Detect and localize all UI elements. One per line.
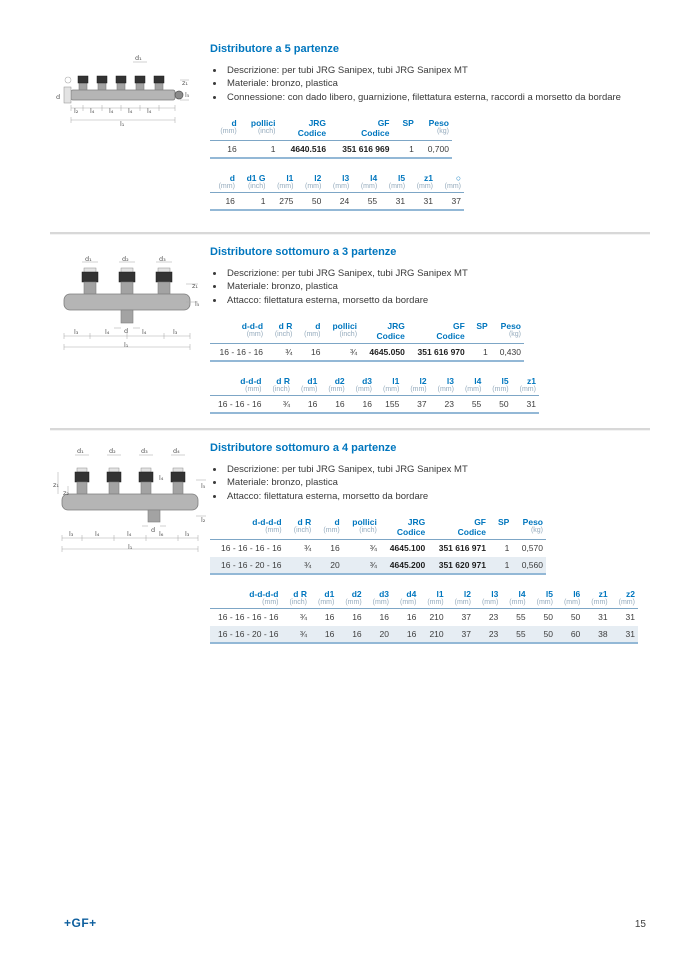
table-cell: 31	[408, 193, 436, 211]
table-cell: 16	[210, 141, 240, 159]
column-unit: (mm)	[365, 599, 392, 609]
table-cell: 16 - 16 - 20 - 16	[210, 626, 281, 644]
table-cell: 0,430	[491, 344, 524, 362]
table-cell: 155	[375, 396, 402, 414]
table-cell: 37	[461, 612, 471, 623]
table-row	[210, 540, 546, 557]
table-cell: 4645.100	[389, 543, 426, 554]
column-header: z1	[598, 589, 608, 600]
column-header: l4	[518, 589, 526, 600]
bullet-item: • Connessione: con dado libero, guarnizione, filettatura esterna, raccordi a morsetto da bordare	[225, 91, 655, 104]
column-header: d2	[351, 589, 362, 600]
column-header: SP	[497, 517, 510, 528]
column-unit: Codice	[380, 527, 428, 540]
column-header: d-d-d-d	[252, 517, 282, 528]
column-unit: (kg)	[417, 128, 452, 141]
column-header: d R	[293, 589, 307, 600]
manifold-5-drawing	[55, 50, 195, 130]
column-unit: (mm)	[296, 183, 324, 193]
column-header: JRG	[308, 118, 327, 129]
table-cell: 37	[447, 626, 474, 644]
column-unit: (mm)	[210, 527, 285, 540]
column-header: d-d-d-d	[249, 589, 279, 600]
column-header: Peso	[500, 321, 521, 332]
table-row	[210, 609, 638, 626]
column-header: z2	[625, 589, 635, 600]
column-header: l4	[474, 376, 482, 387]
bullet-item: • Attacco: filettatura esterna, morsetto da bordare	[225, 490, 655, 503]
column-header: Peso	[522, 517, 543, 528]
dimension-label: l₁	[128, 543, 133, 551]
table-row	[210, 396, 539, 414]
bullet-item: • Materiale: bronzo, plastica	[225, 280, 655, 293]
section-divider	[50, 428, 650, 431]
table-cell: 37	[436, 193, 464, 211]
table-cell: 37	[402, 396, 429, 414]
column-unit: (inch)	[323, 331, 360, 344]
column-unit: (inch)	[240, 128, 279, 141]
column-unit: (mm)	[295, 331, 323, 344]
table-cell: 55	[457, 396, 484, 414]
section-5-partenze	[210, 43, 655, 211]
manifold-4-drawing	[50, 442, 210, 554]
bullet-item: • Descrizione: per tubi JRG Sanipex, tubi JRG Sanipex MT	[225, 267, 655, 280]
table-cell: 351 616 971	[438, 543, 486, 554]
dimension-label: l₄	[127, 530, 132, 538]
table-cell: ¾	[304, 543, 312, 554]
dimension-label: z₁	[192, 282, 199, 290]
table-cell: 351 620 971	[428, 557, 489, 575]
dimension-label: d₄	[173, 447, 180, 455]
dimension-label: l₄	[142, 328, 147, 336]
column-unit: (mm)	[402, 386, 429, 396]
table-cell: ¾	[266, 344, 295, 362]
order-table	[210, 117, 452, 159]
column-unit: (mm)	[430, 386, 457, 396]
column-unit: (mm)	[457, 386, 484, 396]
column-unit: (mm)	[210, 183, 238, 193]
column-unit: (mm)	[210, 128, 240, 141]
column-unit: (mm)	[611, 599, 638, 609]
column-unit: (mm)	[392, 599, 419, 609]
table-cell: ¾	[343, 557, 380, 575]
dimension-label: l₃	[74, 328, 79, 336]
column-unit: (inch)	[264, 386, 293, 396]
section-title: Distributore sottomuro a 4 partenze	[210, 442, 397, 454]
dimension-table	[210, 588, 638, 644]
table-row	[210, 344, 524, 362]
column-header: l1	[392, 376, 400, 387]
table-cell: 31	[380, 193, 408, 211]
column-unit: (mm)	[447, 599, 474, 609]
column-header: l2	[314, 173, 322, 184]
column-unit: (mm)	[380, 183, 408, 193]
dimension-label: d	[151, 526, 156, 534]
dimension-label: l₂	[201, 516, 206, 524]
column-unit: (mm)	[314, 527, 342, 540]
column-header: l3	[446, 376, 454, 387]
column-unit: Codice	[428, 527, 489, 540]
column-unit: (mm)	[501, 599, 528, 609]
column-unit: (mm)	[324, 183, 352, 193]
column-unit: (mm)	[310, 599, 337, 609]
column-header: ○	[455, 173, 461, 184]
column-header: l3	[342, 173, 350, 184]
column-header: d R	[297, 517, 312, 528]
column-header: l6	[573, 589, 581, 600]
column-unit: (mm)	[268, 183, 296, 193]
table-cell: 31	[611, 626, 638, 644]
dimension-label: l₁	[124, 341, 129, 349]
table-cell: 16	[352, 612, 362, 623]
column-header: d1	[324, 589, 335, 600]
technical-drawing-5-outlet-manifold	[55, 50, 195, 135]
table-cell: 16	[320, 396, 347, 414]
bullet-item: • Attacco: filettatura esterna, morsetto da bordare	[225, 294, 655, 307]
table-cell: 16 - 16 - 20 - 16	[210, 557, 285, 575]
dimension-label: l₆	[159, 530, 164, 538]
column-header: JRG	[407, 517, 426, 528]
order-table	[210, 516, 546, 575]
bullet-item: • Materiale: bronzo, plastica	[225, 77, 655, 90]
table-cell: 16 - 16 - 16 - 16	[218, 612, 279, 623]
table-row	[210, 141, 452, 159]
column-unit: (mm)	[474, 599, 501, 609]
table-cell: 20	[365, 626, 392, 644]
table-row	[210, 626, 638, 644]
column-header: l3	[491, 589, 499, 600]
column-header: d R	[276, 376, 290, 387]
table-cell: 16 - 16 - 16	[210, 396, 264, 414]
column-header: l5	[501, 376, 509, 387]
table-cell: 16	[392, 626, 419, 644]
column-header: d	[315, 321, 321, 332]
table-cell: 1	[504, 543, 510, 554]
column-header: z1	[526, 376, 536, 387]
column-header: l1	[436, 589, 444, 600]
table-cell: 55	[501, 626, 528, 644]
table-cell: 50	[570, 612, 581, 623]
column-unit: Codice	[329, 128, 392, 141]
section-title: Distributore a 5 partenze	[210, 43, 339, 55]
dimension-label: l₄	[105, 328, 110, 336]
table-row	[210, 193, 464, 211]
dimension-label: l₁	[120, 120, 125, 128]
table-cell: 16	[348, 396, 375, 414]
table-cell: 4645.050	[360, 344, 408, 362]
bullet-item: • Descrizione: per tubi JRG Sanipex, tubi JRG Sanipex MT	[225, 463, 655, 476]
table-cell: 16	[324, 612, 335, 623]
table-cell: 1	[393, 141, 417, 159]
column-unit: (mm)	[293, 386, 320, 396]
column-header: d-d-d	[240, 376, 262, 387]
column-header: pollici	[250, 118, 276, 129]
dimension-label: l₃	[173, 328, 178, 336]
order-table	[210, 320, 524, 362]
table-cell: 0,560	[512, 557, 546, 575]
column-unit	[468, 331, 491, 344]
column-header: d	[334, 517, 340, 528]
dimension-label: d₁	[135, 54, 142, 62]
table-cell: 16	[293, 396, 320, 414]
column-unit: (mm)	[210, 386, 264, 396]
column-unit: (mm)	[556, 599, 583, 609]
dimension-label: l₄	[147, 107, 152, 115]
column-unit: (mm)	[512, 386, 539, 396]
table-cell: 1	[468, 344, 491, 362]
column-unit: (kg)	[512, 527, 546, 540]
section-sottomuro-4-partenze	[210, 442, 655, 644]
table-cell: 275	[268, 193, 296, 211]
table-cell: 16	[310, 626, 337, 644]
column-unit: (mm)	[210, 599, 281, 609]
dimension-label: l₃	[69, 530, 74, 538]
dimension-label: d₁	[85, 255, 92, 263]
feature-list	[214, 267, 655, 307]
column-header: l4	[370, 173, 378, 184]
dimension-label: l₃	[185, 530, 190, 538]
table-cell: 55	[352, 193, 380, 211]
column-unit: (inch)	[281, 599, 310, 609]
table-cell: 1	[240, 141, 279, 159]
table-cell: ¾	[323, 344, 360, 362]
table-cell: 50	[484, 396, 511, 414]
dimension-table	[210, 375, 539, 414]
column-unit: (mm)	[529, 599, 556, 609]
dimension-label: l₂	[74, 107, 79, 115]
column-unit: (mm)	[352, 183, 380, 193]
dimension-label: l₄	[128, 107, 133, 115]
page-number: 15	[634, 919, 646, 930]
section-sottomuro-3-partenze	[210, 246, 655, 414]
column-header: d1 G	[246, 173, 266, 184]
column-header: d3	[379, 589, 389, 600]
table-cell: 16	[295, 344, 323, 362]
column-unit: (mm)	[484, 386, 511, 396]
table-cell: 23	[474, 626, 501, 644]
column-header: l2	[463, 589, 471, 600]
table-cell: 31	[512, 396, 539, 414]
column-unit: (mm)	[337, 599, 364, 609]
column-unit: Codice	[278, 128, 329, 141]
table-cell: 23	[488, 612, 499, 623]
column-header: pollici	[332, 321, 358, 332]
dimension-label: l₅	[185, 91, 190, 99]
column-unit: (mm)	[320, 386, 347, 396]
table-cell: 50	[529, 626, 556, 644]
table-cell: 31	[625, 612, 635, 623]
column-unit: (inch)	[343, 527, 380, 540]
column-header: d3	[362, 376, 372, 387]
table-cell: 55	[516, 612, 526, 623]
dimension-table	[210, 172, 464, 211]
column-unit: (mm)	[583, 599, 610, 609]
dimension-label: l₄	[90, 107, 95, 115]
table-cell: 210	[429, 612, 444, 623]
column-header: l1	[286, 173, 294, 184]
dimension-label: l₄	[95, 530, 100, 538]
dimension-label: z₂	[63, 489, 70, 497]
table-cell: 210	[419, 626, 446, 644]
table-cell: ¾	[264, 396, 293, 414]
column-unit: (inch)	[266, 331, 295, 344]
manifold-3-drawing	[52, 248, 202, 350]
column-unit: (mm)	[210, 331, 266, 344]
table-cell: 50	[543, 612, 553, 623]
dimension-label: d	[124, 327, 129, 335]
column-unit: (inch)	[285, 527, 315, 540]
column-unit: (inch)	[238, 183, 269, 193]
table-cell: 0,570	[521, 543, 543, 554]
dimension-label: l₅	[195, 300, 200, 308]
column-header: GF	[452, 321, 465, 332]
gf-logo: +GF+	[64, 916, 97, 930]
dimension-label: l₅	[201, 482, 206, 490]
table-cell: 20	[314, 557, 342, 575]
column-unit: (mm)	[375, 386, 402, 396]
dimension-label: d₂	[122, 255, 129, 263]
column-header: d-d-d	[241, 321, 264, 332]
column-header: l5	[398, 173, 406, 184]
section-divider	[50, 232, 650, 235]
section-title: Distributore sottomuro a 3 partenze	[210, 246, 397, 258]
column-header: pollici	[352, 517, 377, 528]
feature-list	[214, 64, 655, 104]
column-unit	[393, 128, 417, 141]
column-header: d1	[307, 376, 318, 387]
dimension-label: l₄	[109, 107, 114, 115]
table-cell: 16	[379, 612, 389, 623]
column-header: l2	[419, 376, 427, 387]
dimension-label: d₃	[159, 255, 166, 263]
column-header: d	[231, 118, 237, 129]
column-header: SP	[476, 321, 488, 332]
table-cell: 16 - 16 - 16 - 16	[221, 543, 282, 554]
column-unit: (kg)	[491, 331, 524, 344]
column-unit: (mm)	[419, 599, 446, 609]
column-header: d R	[278, 321, 293, 332]
table-cell: 24	[324, 193, 352, 211]
table-cell: 16	[406, 612, 417, 623]
table-cell: ¾	[369, 543, 377, 554]
bullet-item: • Descrizione: per tubi JRG Sanipex, tubi JRG Sanipex MT	[225, 64, 655, 77]
technical-drawing-3-outlet-manifold	[52, 248, 202, 355]
table-cell: 16	[210, 193, 238, 211]
dimension-label: d₂	[109, 447, 116, 455]
dimension-label: z₁	[182, 79, 189, 87]
table-cell: 351 616 969	[329, 141, 392, 159]
feature-list	[214, 463, 655, 503]
table-cell: 16 - 16 - 16	[210, 344, 266, 362]
table-cell: ¾	[299, 612, 307, 623]
table-cell: 23	[430, 396, 457, 414]
table-cell: 60	[556, 626, 583, 644]
table-row	[210, 557, 546, 575]
technical-drawing-4-outlet-manifold	[50, 442, 210, 559]
table-cell: 31	[598, 612, 608, 623]
column-header: SP	[402, 118, 414, 129]
table-cell: 351 616 970	[408, 344, 468, 362]
column-unit: (mm)	[348, 386, 375, 396]
table-cell: 4645.200	[380, 557, 428, 575]
dimension-label: z₁	[53, 481, 60, 489]
column-header: GF	[377, 118, 390, 129]
column-unit: Codice	[360, 331, 408, 344]
column-header: l5	[545, 589, 553, 600]
dimension-label: d₁	[77, 447, 84, 455]
table-cell: 16	[337, 626, 364, 644]
column-header: z1	[424, 173, 434, 184]
column-header: JRG	[387, 321, 405, 332]
column-header: d2	[334, 376, 345, 387]
table-cell: 16	[330, 543, 340, 554]
column-unit: (mm)	[408, 183, 436, 193]
column-header: Peso	[428, 118, 449, 129]
table-cell: 1	[489, 557, 512, 575]
column-unit: (mm)	[436, 183, 464, 193]
table-cell: ¾	[285, 557, 315, 575]
table-cell: 4640.516	[278, 141, 329, 159]
table-cell: 50	[296, 193, 324, 211]
column-header: d4	[406, 589, 417, 600]
table-cell: ¾	[281, 626, 310, 644]
dimension-label: d₃	[141, 447, 148, 455]
dimension-label: l₄	[159, 474, 164, 482]
column-unit	[489, 527, 512, 540]
column-header: GF	[474, 517, 486, 528]
table-cell: 1	[238, 193, 269, 211]
table-cell: 0,700	[417, 141, 452, 159]
dimension-label: d	[56, 93, 61, 101]
column-header: d	[229, 173, 235, 184]
column-unit: Codice	[408, 331, 468, 344]
table-cell: 38	[583, 626, 610, 644]
bullet-item: • Materiale: bronzo, plastica	[225, 476, 655, 489]
